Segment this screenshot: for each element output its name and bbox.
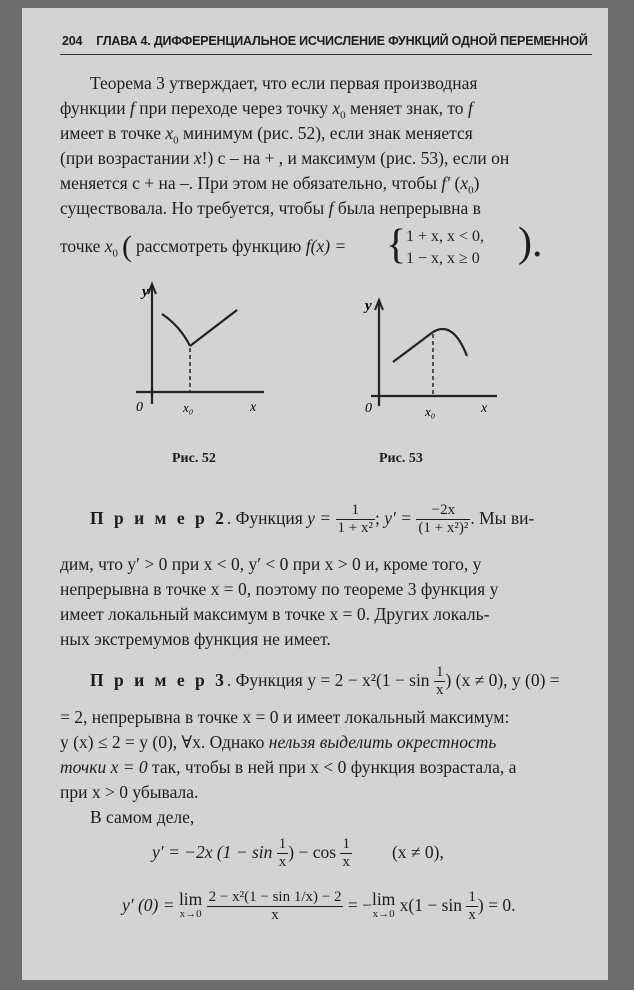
example3-frac: $\frac{1}{x}$ [435, 664, 444, 699]
fig53-caption: Рис. 53 [379, 451, 423, 466]
text-line-1: Теорема 3 утверждает, что если первая производная [90, 73, 478, 93]
text-line-4: (при возрастании x!) с – на + , и максимум (рис. 53), если он [60, 148, 510, 168]
fig52-origin-label: 0 [136, 400, 143, 415]
example3-line-4: точки x = 0 так, чтобы в ней при x < 0 функция возрастала, а [60, 757, 517, 777]
example2-line-1: П р и м е р 2. Функция y = $\frac{1}{\text{1 + x²}}$ ; y′ = $\frac{-2x}{\text{(1 + x²)²}}$ . Мы ви- [90, 502, 535, 537]
fig52-left-branch [162, 314, 190, 346]
example3-line-6: В самом деле, [90, 807, 195, 827]
fig52-y-label: y [142, 284, 149, 300]
example3-line-5: при x > 0 убывала. [60, 782, 199, 802]
example3-line-2: = 2, непрерывна в точке x = 0 и имеет локальный максимум: [60, 707, 510, 727]
text-line-3: имеет в точке $x_0$ минимум (рис. 52), если знак меняется [60, 123, 473, 147]
fig52-caption: Рис. 52 [172, 451, 216, 466]
example2-line-3: непрерывна в точке x = 0, поэтому по теореме 3 функция y [60, 579, 499, 599]
fig52-x0-label: x₀ [183, 400, 194, 415]
formula2-main-frac: $\frac{\text{2 − x²(1 − sin 1/x) − 2}}{x}$ [208, 889, 342, 924]
fig53-y-label: y [365, 298, 372, 314]
example3-line-1: П р и м е р 3. Функция y = 2 − x²(1 − sin $\frac{1}{x}$ ) (x ≠ 0), y (0) = [90, 664, 560, 699]
example3-line-3: y (x) ≤ 2 = y (0), ∀x. Однако нельзя выделить окрестность [60, 732, 497, 752]
fig53-left-branch [393, 332, 433, 362]
text-line-2: функции f при переходе через точку $x_0$ меняет знак, то f [60, 98, 473, 122]
example2-line-2: дим, что y′ > 0 при x < 0, y′ < 0 при x > 0 и, кроме того, y [60, 554, 482, 574]
fig53-x0-label: x₀ [425, 404, 436, 419]
header-rule [60, 54, 592, 55]
fig53-origin-label: 0 [365, 401, 372, 416]
fig53-x-label: x [481, 401, 488, 416]
fig53-right-branch [433, 329, 467, 356]
formula-1: y′ = −2x (1 − sin $\frac{1}{x}$ ) − cos $\frac{1}{x}$ (x ≠ 0), [152, 836, 444, 871]
example2-line-4: имеет локальный максимум в точке x = 0. Других локаль- [60, 604, 490, 624]
formula-2: y′ (0) = lim x→0 $\frac{\text{2 − x²(1 − sin 1/x) − 2}}{x}$ = −lim x→0 x(1 − sin $\frac{1}{x}$ ) = 0. [122, 888, 516, 924]
running-header [62, 34, 588, 48]
text-line-6: существовала. Но требуется, чтобы f была непрерывна в [60, 198, 481, 218]
page-number: 204 [62, 34, 83, 48]
fig52-x-label: x [250, 400, 257, 415]
chapter-title: ГЛАВА 4. ДИФФЕРЕНЦИАЛЬНОЕ ИСЧИСЛЕНИЕ ФУНКЦИЙ ОДНОЙ ПЕРЕМЕННОЙ [96, 34, 588, 48]
book-page: 204 ГЛАВА 4. ДИФФЕРЕНЦИАЛЬНОЕ ИСЧИСЛЕНИЕ ФУНКЦИЙ ОДНОЙ ПЕРЕМЕННОЙ Теорема 3 утверждает, что если первая производная функции f при переходе через точку $x_0$ меняет знак, то f имеет в точке $x_0$ минимум (рис. 52), если знак меняется (при возрастании x!) с – на + , и максимум (рис. 53), если он меняется с + на –. При этом не обязательно, чтобы f′ $(x_0)$ существовала. Но требуется, чтобы f была непрерывна в точке $x_0$ ( рассмотреть функцию f(x) = { 1 + x, x < 0, 1 − x, x ≥ 0 ). y 0 x₀ x Рис. 52 y 0 x₀ x Рис. 53 П р и м е р 2. Функция y = $\frac{1}{\text{1 + x²}}$ ; y′ = $\frac{-2x}{\text{(1 + x²)²}}$ . Мы ви- дим, что y′ > 0 при x < 0, y′ < 0 при x > 0 и, кроме того, y непрерывна в точке x = 0, поэтому по теореме 3 функция y имеет локальный максимум в точке x = 0. Других локаль- ных экстремумов функция не имеет. П р и м е р 3. Функция y = 2 − x²(1 − sin $\frac{1}{x}$ ) (x ≠ 0), y (0) = = 2, непрерывна в точке x = 0 и имеет локальный максимум: y (x) ≤ 2 = y (0), ∀x. Однако нельзя выделить окрестность точки x = 0 так, чтобы в ней при x < 0 функция возрастала, а при x > 0 убывала. В самом деле, y′ = −2x (1 − sin $\frac{1}{x}$ ) − cos $\frac{1}{x}$ (x ≠ 0), y′ (0) = lim x→0 $\frac{\text{2 − x²(1 − sin 1/x) − 2}}{x}$ = −lim x→0 x(1 − sin $\frac{1}{x}$ ) = 0. [22, 8, 608, 980]
figure-52 [122, 276, 272, 424]
text-line-7: точке $x_0$ ( рассмотреть функцию f(x) = [60, 230, 347, 263]
text-line-5: меняется с + на –. При этом не обязательно, чтобы f′ $(x_0)$ [60, 173, 480, 197]
fig52-right-branch [190, 310, 237, 346]
example2-frac2: $\frac{-2x}{\text{(1 + x²)²}}$ [418, 502, 469, 537]
example2-frac1: $\frac{1}{\text{1 + x²}}$ [337, 502, 374, 537]
example2-line-5: ных экстремумов функция не имеет. [60, 629, 331, 649]
figure-53 [357, 294, 507, 424]
